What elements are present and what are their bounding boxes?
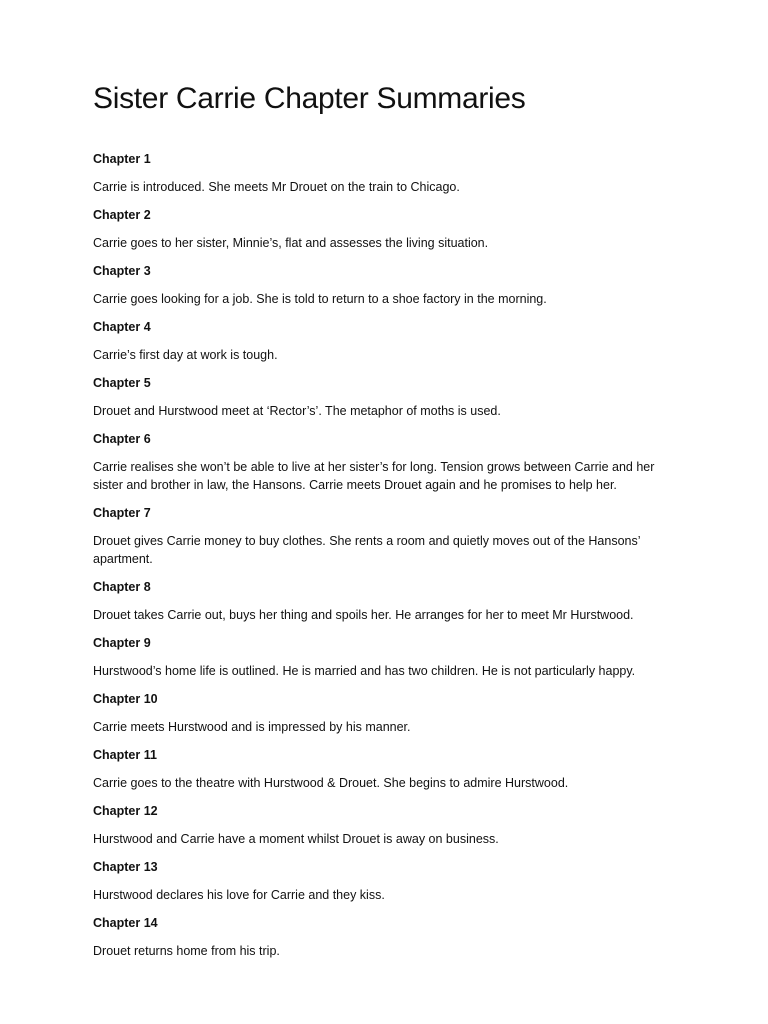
chapter-entry — [93, 375, 683, 420]
chapter-heading: Chapter 1 — [93, 152, 151, 166]
chapter-entry — [93, 747, 683, 792]
chapter-entry — [93, 635, 683, 680]
chapter-entry — [93, 151, 683, 196]
document-page — [93, 80, 683, 971]
chapter-entry — [93, 915, 683, 960]
chapter-summary: Carrie goes to her sister, Minnie’s, flat and assesses the living situation. — [93, 236, 489, 250]
chapter-entry — [93, 803, 683, 848]
chapter-summary: Carrie goes looking for a job. She is told to return to a shoe factory in the morning. — [93, 292, 547, 306]
chapter-heading: Chapter 7 — [93, 506, 151, 520]
chapter-heading: Chapter 2 — [93, 208, 151, 222]
chapter-summary: Carrie meets Hurstwood and is impressed by his manner. — [93, 720, 411, 734]
chapter-heading: Chapter 12 — [93, 804, 158, 818]
chapter-heading: Chapter 5 — [93, 376, 151, 390]
chapter-heading: Chapter 8 — [93, 580, 151, 594]
chapter-entry — [93, 431, 683, 494]
chapter-summary: Drouet and Hurstwood meet at ‘Rector’s’. The metaphor of moths is used. — [93, 404, 501, 418]
chapter-heading: Chapter 9 — [93, 636, 151, 650]
chapter-heading: Chapter 3 — [93, 264, 151, 278]
chapter-heading: Chapter 10 — [93, 692, 158, 706]
chapter-entry — [93, 691, 683, 736]
chapter-entry — [93, 505, 683, 568]
chapter-summary: Carrie realises she won’t be able to live at her sister’s for long. Tension grows between Carrie and her sister and brother in law, the Hansons. Carrie meets Drouet again and he promises to help her. — [93, 460, 655, 492]
chapter-summary: Drouet takes Carrie out, buys her thing and spoils her. He arranges for her to meet Mr Hurstwood. — [93, 608, 634, 622]
chapter-entry — [93, 207, 683, 252]
chapter-heading: Chapter 6 — [93, 432, 151, 446]
chapter-summary: Carrie goes to the theatre with Hurstwood & Drouet. She begins to admire Hurstwood. — [93, 776, 569, 790]
chapter-heading: Chapter 13 — [93, 860, 158, 874]
chapter-entry — [93, 263, 683, 308]
chapter-summary: Drouet returns home from his trip. — [93, 944, 280, 958]
chapter-heading: Chapter 4 — [93, 320, 151, 334]
chapter-summary: Drouet gives Carrie money to buy clothes. She rents a room and quietly moves out of the Hansons’ apartment. — [93, 534, 641, 566]
chapter-heading: Chapter 14 — [93, 916, 158, 930]
document-title: Sister Carrie Chapter Summaries — [93, 82, 526, 115]
chapter-entry — [93, 319, 683, 364]
chapter-summary: Hurstwood’s home life is outlined. He is married and has two children. He is not particularly happy. — [93, 664, 636, 678]
chapter-entry — [93, 579, 683, 624]
chapter-summary: Carrie’s first day at work is tough. — [93, 348, 278, 362]
chapter-summary: Hurstwood declares his love for Carrie and they kiss. — [93, 888, 385, 902]
chapter-heading: Chapter 11 — [93, 748, 157, 762]
chapter-entry — [93, 859, 683, 904]
chapter-summary: Hurstwood and Carrie have a moment whilst Drouet is away on business. — [93, 832, 499, 846]
chapter-summary: Carrie is introduced. She meets Mr Drouet on the train to Chicago. — [93, 180, 460, 194]
